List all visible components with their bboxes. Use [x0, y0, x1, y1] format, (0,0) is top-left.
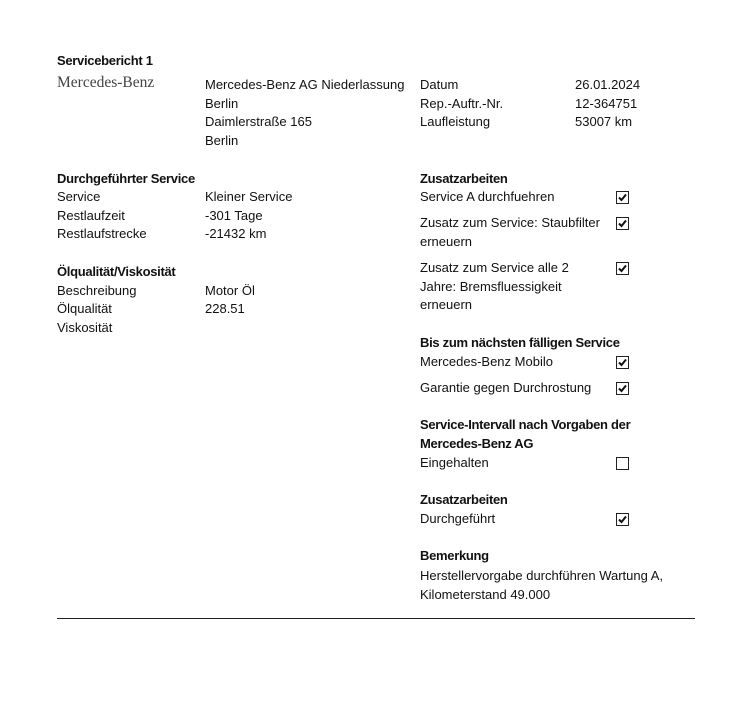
- checkbox-checked[interactable]: [616, 191, 629, 204]
- extra-work-2-heading: Zusatzarbeiten: [420, 492, 508, 507]
- oil-quality-value: 228.51: [205, 301, 245, 316]
- address-line: Berlin: [205, 133, 239, 148]
- date-label: Datum: [420, 77, 459, 92]
- address-line: Berlin: [205, 96, 239, 111]
- oil-quality-label: Ölqualität: [57, 301, 112, 316]
- order-number-label: Rep.-Auftr.-Nr.: [420, 96, 504, 111]
- remark-text: Herstellervorgabe durchführen Wartung A, Kilometerstand 49.000: [420, 568, 664, 602]
- checkbox-checked[interactable]: [616, 513, 629, 526]
- remark-heading: Bemerkung: [420, 548, 489, 563]
- viscosity-label: Viskosität: [57, 320, 113, 335]
- mileage-value: 53007 km: [575, 114, 633, 129]
- extra2-item-label: Durchgeführt: [420, 511, 496, 526]
- report-title: Servicebericht 1: [57, 53, 153, 68]
- extra-work-heading: Zusatzarbeiten: [420, 171, 508, 186]
- checkbox-checked[interactable]: [616, 262, 629, 275]
- check-icon: [618, 384, 627, 393]
- interval-heading: Service-Intervall nach Vorgaben der Mercedes-Benz AG: [420, 417, 631, 451]
- checkbox-unchecked[interactable]: [616, 457, 629, 470]
- next-item-label: Mercedes-Benz Mobilo: [420, 354, 553, 369]
- order-number-value: 12-364751: [575, 96, 638, 111]
- address-line: Mercedes-Benz AG Niederlassung: [205, 77, 405, 92]
- check-icon: [618, 515, 627, 524]
- extra-item-label: Zusatz zum Service: Staubfilter erneuern: [420, 215, 600, 249]
- checkbox-checked[interactable]: [616, 356, 629, 369]
- address-line: Daimlerstraße 165: [205, 114, 312, 129]
- remaining-distance-value: -21432 km: [205, 226, 267, 241]
- checkbox-checked[interactable]: [616, 382, 629, 395]
- extra-item-label: Service A durchfuehren: [420, 189, 555, 204]
- check-icon: [618, 264, 627, 273]
- remaining-time-value: -301 Tage: [205, 208, 263, 223]
- interval-item-label: Eingehalten: [420, 455, 489, 470]
- checkbox-checked[interactable]: [616, 217, 629, 230]
- oil-heading: Ölqualität/Viskosität: [57, 264, 176, 279]
- oil-description-label: Beschreibung: [57, 283, 137, 298]
- extra-item-label: Zusatz zum Service alle 2 Jahre: Bremsfluessigkeit erneuern: [420, 260, 569, 312]
- service-label: Service: [57, 189, 101, 204]
- service-value: Kleiner Service: [205, 189, 293, 204]
- date-value: 26.01.2024: [575, 77, 641, 92]
- divider: [57, 618, 695, 619]
- mileage-label: Laufleistung: [420, 114, 491, 129]
- oil-description-value: Motor Öl: [205, 283, 255, 298]
- check-icon: [618, 219, 627, 228]
- mercedes-benz-logo: Mercedes-Benz: [57, 74, 155, 91]
- next-item-label: Garantie gegen Durchrostung: [420, 380, 592, 395]
- remaining-time-label: Restlaufzeit: [57, 208, 125, 223]
- check-icon: [618, 193, 627, 202]
- next-service-heading: Bis zum nächsten fälligen Service: [420, 335, 620, 350]
- check-icon: [618, 358, 627, 367]
- service-heading: Durchgeführter Service: [57, 171, 195, 186]
- remaining-distance-label: Restlaufstrecke: [57, 226, 147, 241]
